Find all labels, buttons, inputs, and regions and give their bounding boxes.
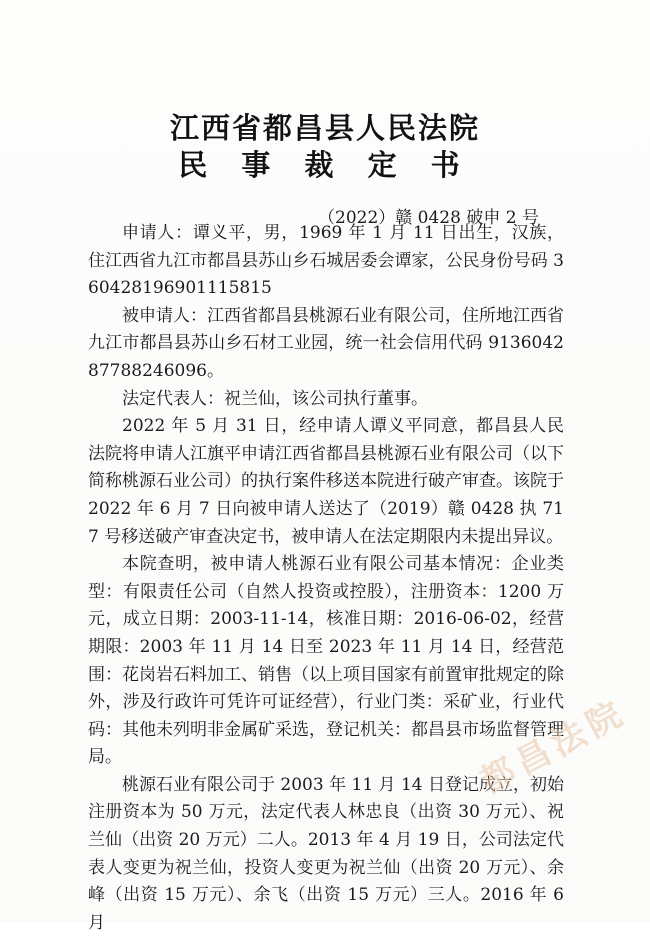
court-name-title: 江西省都昌县人民法院 <box>169 111 480 145</box>
paragraph-case-transfer: 2022 年 5 月 31 日，经申请人谭义平同意，都昌县人民法院将申请人江旗平申请江西省都昌县桃源石业有限公司（以下简称桃源石业公司）的执行案件移送本院进行破产审查。该院于 2022 年 6 月 7 日向被申请人送达了（2019）赣 0428 执 717 号移送破产审查决定书，被申请人在法定期限内未提出异议。 <box>88 416 564 547</box>
paragraph-findings: 本院查明，被申请人桃源石业有限公司基本情况：企业类型：有限责任公司（自然人投资或控股），注册资本：1200 万元，成立日期：2003-11-14，核准日期：2016-06-02，经营期限：2003 年 11 月 14 日至 2023 年 11 月 14 日，经营范围：花岗岩石料加工、销售（以上项目国家有前置审批规定的除外，涉及行政许可凭许可证经营），行业门类：采矿业，行业代码：其他未列明非金属矿采选，登记机关：都昌县市场监督管理局。 <box>88 554 564 768</box>
case-number: （2022）赣 0428 破申 2 号 <box>318 208 539 228</box>
paragraph-legal-representative: 法定代表人：祝兰仙，该公司执行董事。 <box>122 388 428 409</box>
paragraph-company-history: 桃源石业有限公司于 2003 年 11 月 14 日登记成立，初始注册资本为 50 万元，法定代表人林忠良（出资 30 万元）、祝兰仙（出资 20 万元）二人。2013 年 4 月 19 日，公司法定代表人变更为祝兰仙，投资人变更为祝兰仙（出资 20 万元）、余峰（出资 15 万元）、余飞（出资 15 万元）三人。2016 年 6 月 <box>88 774 564 933</box>
document-type-title: 民 事 裁 定 书 <box>178 148 472 182</box>
court-watermark: 都昌法院 <box>473 691 634 803</box>
paragraph-applicant: 申请人：谭义平，男，1969 年 1 月 11 日出生，汉族，住江西省九江市都昌县苏山乡石城居委会谭家，公民身份号码 360428196901115815 <box>88 223 564 299</box>
document-body <box>88 220 564 937</box>
paragraph-respondent: 被申请人：江西省都昌县桃源石业有限公司，住所地江西省九江市都昌县苏山乡石材工业园，统一社会信用代码 913604287788246096。 <box>88 305 564 381</box>
